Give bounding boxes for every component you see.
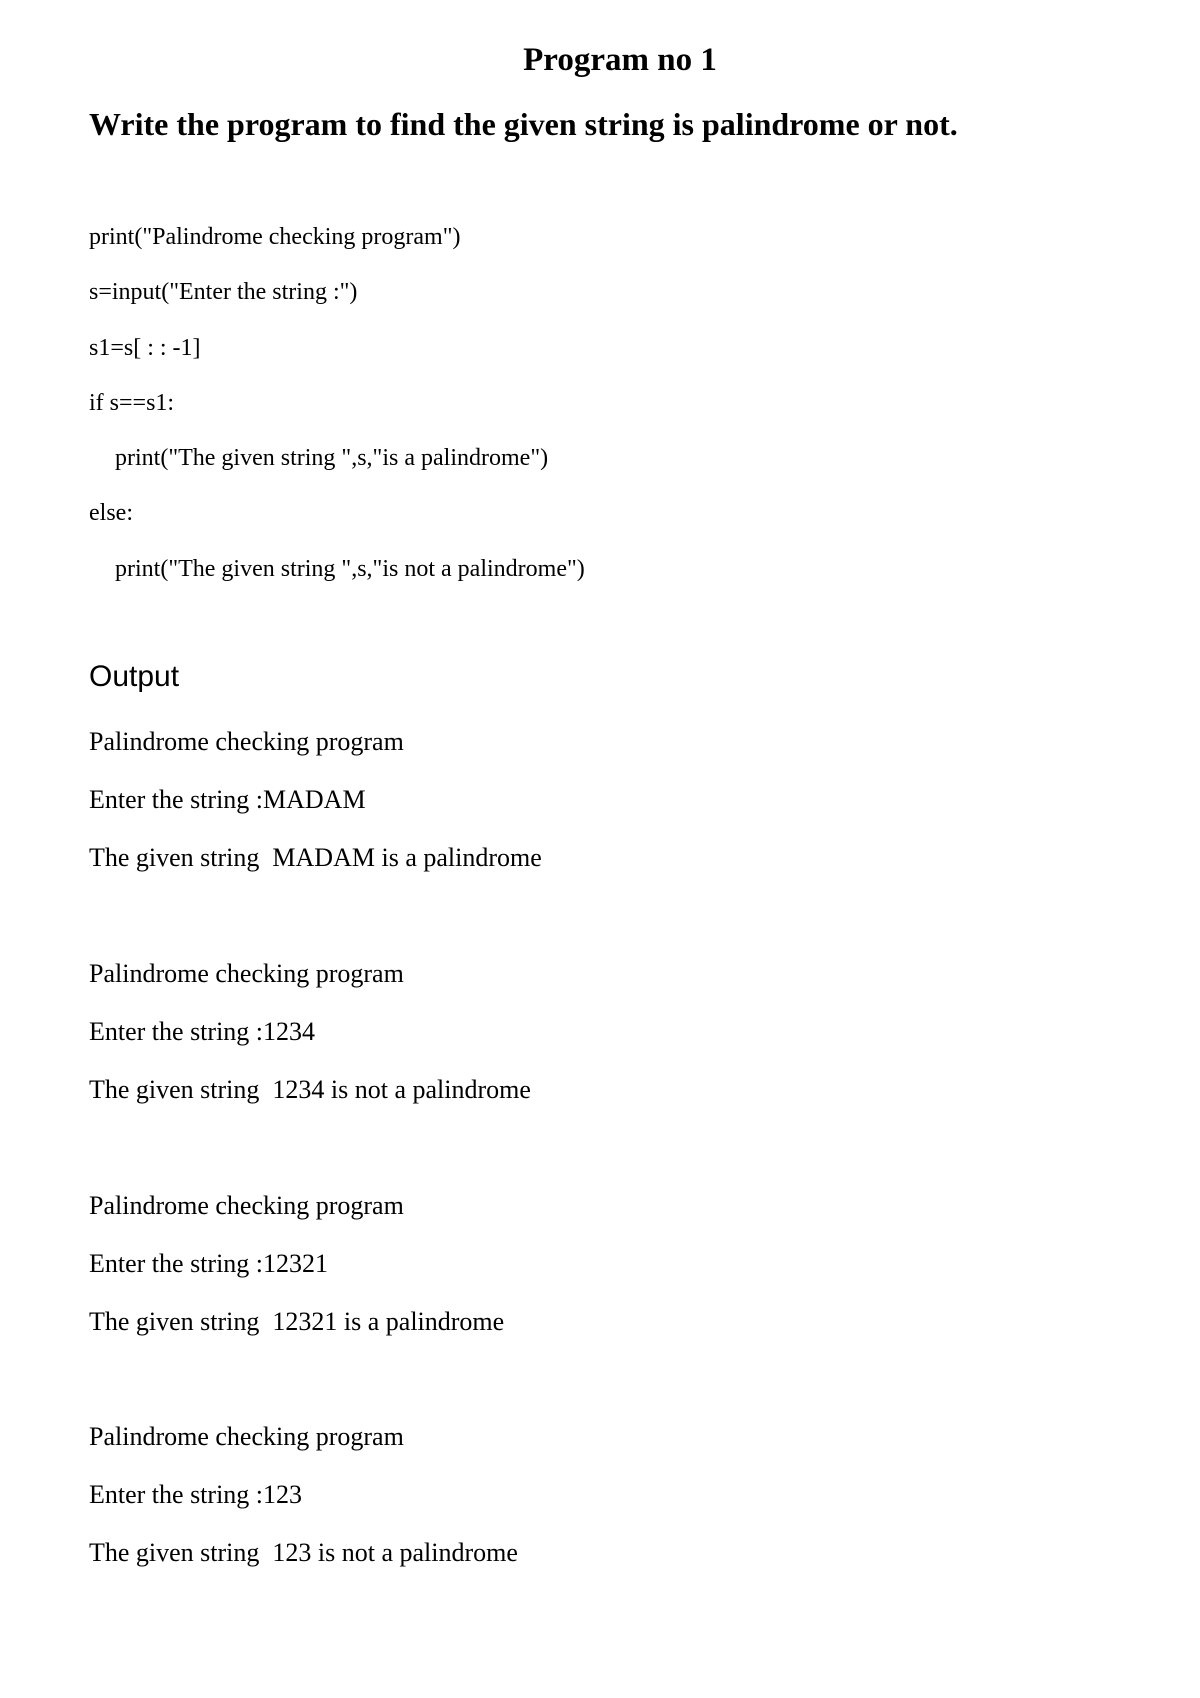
output-line: Palindrome checking program: [89, 1191, 404, 1220]
output-heading: Output: [89, 660, 180, 693]
code-line: s=input("Enter the string :"): [89, 279, 358, 305]
output-line: Enter the string :MADAM: [89, 785, 366, 814]
output-line: Enter the string :12321: [89, 1249, 329, 1278]
code-line: else:: [89, 500, 133, 526]
output-line: The given string 123 is not a palindrome: [89, 1538, 518, 1567]
output-line: The given string 12321 is a palindrome: [89, 1307, 505, 1336]
output-line: Palindrome checking program: [89, 959, 404, 988]
code-line: print("The given string ",s,"is a palindrome"): [115, 445, 549, 471]
output-line: Enter the string :123: [89, 1480, 303, 1509]
code-line: if s==s1:: [89, 390, 175, 416]
code-line: print("Palindrome checking program"): [89, 224, 461, 250]
output-line: The given string 1234 is not a palindrome: [89, 1075, 531, 1104]
page-title: Program no 1: [523, 42, 717, 78]
code-line: print("The given string ",s,"is not a palindrome"): [115, 556, 585, 582]
question-heading: Write the program to find the given string is palindrome or not.: [89, 106, 958, 142]
output-line: Enter the string :1234: [89, 1017, 316, 1046]
output-line: Palindrome checking program: [89, 1422, 404, 1451]
output-line: Palindrome checking program: [89, 727, 404, 756]
code-line: s1=s[ : : -1]: [89, 335, 201, 361]
output-line: The given string MADAM is a palindrome: [89, 843, 542, 872]
